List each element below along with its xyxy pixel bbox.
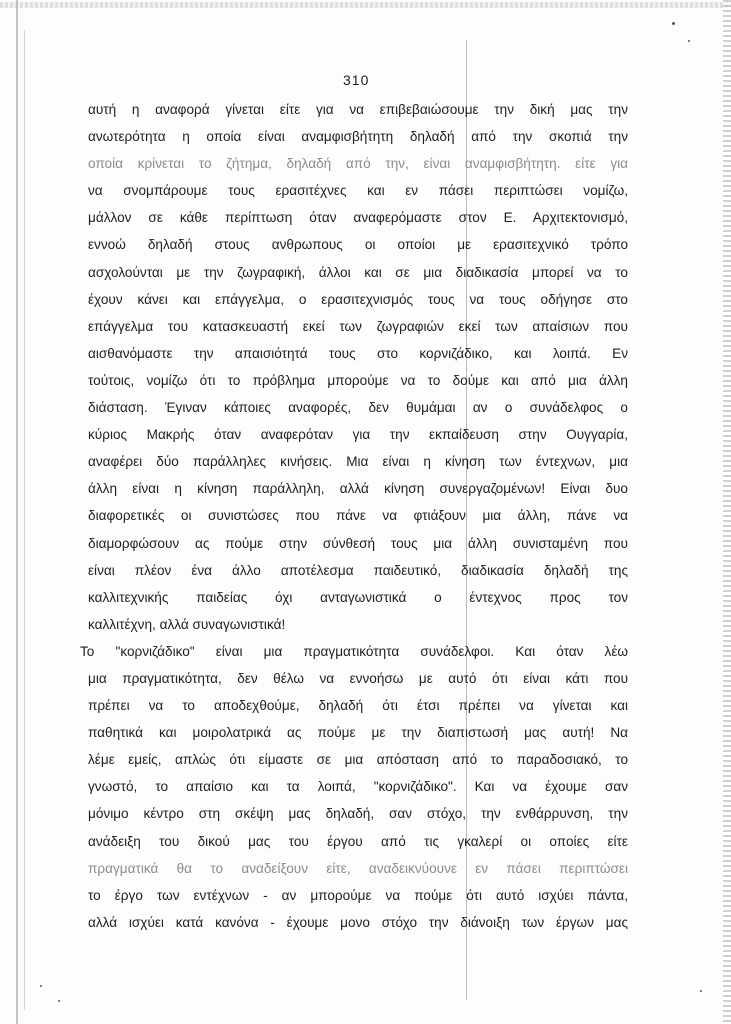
text-line: γνωστό, το απαίσιο και τα λοιπά, "κορνιζάδικο". Και να έχουμε σαν bbox=[88, 779, 628, 795]
page-number: 310 bbox=[343, 72, 370, 88]
text-line: έχουν κάνει και επάγγελμα, ο ερασιτεχνισμός τους να τους οδήγησε στο bbox=[88, 291, 628, 307]
text-line: είναι πλέον ένα άλλο αποτέλεσμα παιδευτικό, διαδικασία δηλαδή της bbox=[88, 562, 628, 578]
text-line: διάσταση. Έγιναν κάποιες αναφορές, δεν θυμάμαι αν ο συνάδελφος ο bbox=[88, 400, 628, 416]
text-line: διαμορφώσουν ας πούμε στην σύνθεσή τους μια άλλη συνισταμένη που bbox=[88, 535, 628, 551]
text-line: μάλλον σε κάθε περίπτωση όταν αναφερόμαστε στον Ε. Αρχιτεκτονισμό, bbox=[88, 210, 628, 226]
scan-speck bbox=[672, 22, 675, 25]
text-line: αλλά ισχύει κατά κανόνα - έχουμε μονο στόχο την διάνοιξη των έργων μας bbox=[88, 914, 628, 930]
text-line: να σνομπάρουμε τους ερασιτέχνες και εν πάσει περιπτώσει νομίζω, bbox=[88, 183, 628, 199]
scan-top-edge bbox=[0, 2, 731, 8]
text-line: ανάδειξη του δικού μας του έργου από τις γκαλερί οι οποίες είτε bbox=[88, 833, 628, 849]
text-line: αναφέρει δύο παράλληλες κινήσεις. Μια είναι η κίνηση των έντεχνων, μια bbox=[88, 454, 628, 470]
text-line: μια πραγματικότητα, δεν θέλω να εννοήσω με αυτό ότι είναι κάτι που bbox=[88, 670, 628, 686]
body-text bbox=[80, 96, 628, 936]
text-line: άλλη είναι η κίνηση παράλληλη, αλλά κίνηση συνεργαζομένων! Είναι δυο bbox=[88, 481, 628, 497]
scan-left-rule bbox=[16, 0, 18, 1024]
text-line: εννοώ δηλαδή στους ανθρωπους οι οποίοι με ερασιτεχνικό τρόπο bbox=[88, 237, 628, 253]
text-line: καλλιτέχνη, αλλά συναγωνιστικά! bbox=[88, 616, 286, 632]
text-line: αισθανόμαστε την απαισιότητά τους στο κορνιζάδικο, και λοιπά. Εν bbox=[88, 345, 628, 361]
scan-speck bbox=[700, 990, 702, 992]
text-line: λέμε εμείς, απλώς ότι είμαστε σε μια απόσταση από το παραδοσιακό, το bbox=[88, 752, 628, 768]
scan-speck bbox=[40, 985, 42, 987]
text-line: το έργο των εντέχνων - αν μπορούμε να πούμε ότι αυτό ισχύει πάντα, bbox=[88, 887, 628, 903]
text-line: ασχολούνται με την ζωγραφική, άλλοι και σε μια διαδικασία μπορεί να το bbox=[88, 264, 628, 280]
text-line: διαφορετικές οι συνιστώσες που πάνε να φτιάξουν μια άλλη, πάνε να bbox=[88, 508, 628, 524]
text-line: πραγματικά θα το αναδείξουν είτε, αναδεικνύουνε εν πάσει περιπτώσει bbox=[88, 860, 628, 876]
scan-speck bbox=[58, 1000, 60, 1002]
text-line: καλλιτεχνικής παιδείας όχι ανταγωνιστικά ο έντεχνος προς τον bbox=[88, 589, 628, 605]
text-line: παθητικά και μοιρολατρικά ας πούμε με την διαπιστωσή μας αυτή! Να bbox=[88, 725, 628, 741]
text-line: πρέπει να το αποδεχθούμε, δηλαδή ότι έτσι πρέπει να γίνεται και bbox=[88, 698, 628, 714]
text-line: μόνιμο κέντρο στη σκέψη μας δηλαδή, σαν στόχο, την ενθάρρυνση, την bbox=[88, 806, 628, 822]
text-line: κύριος Μακρής όταν αναφερόταν για την εκπαίδευση στην Ουγγαρία, bbox=[88, 427, 628, 443]
scan-left-shadow bbox=[24, 30, 25, 1010]
scan-right-edge bbox=[723, 0, 731, 1024]
text-line: επάγγελμα του κατασκευαστή εκεί των ζωγραφιών εκεί των απαίσιων που bbox=[88, 318, 628, 334]
text-line: οποία κρίνεται το ζήτημα, δηλαδή από την, είναι αναμφισβήτητη. είτε για bbox=[88, 156, 628, 172]
text-line: τούτοις, νομίζω ότι το πρόβλημα μπορούμε να το δούμε και από μια άλλη bbox=[88, 372, 628, 388]
scan-speck bbox=[688, 40, 690, 42]
text-line: ανωτερότητα η οποία είναι αναμφισβήτητη δηλαδή από την σκοπιά την bbox=[88, 129, 628, 145]
text-line: αυτή η αναφορά γίνεται είτε για να επιβεβαιώσουμε την δική μας την bbox=[88, 102, 628, 117]
text-line: Το "κορνιζάδικο" είναι μια πραγματικότητα συνάδελφοι. Και όταν λέω bbox=[80, 643, 628, 659]
